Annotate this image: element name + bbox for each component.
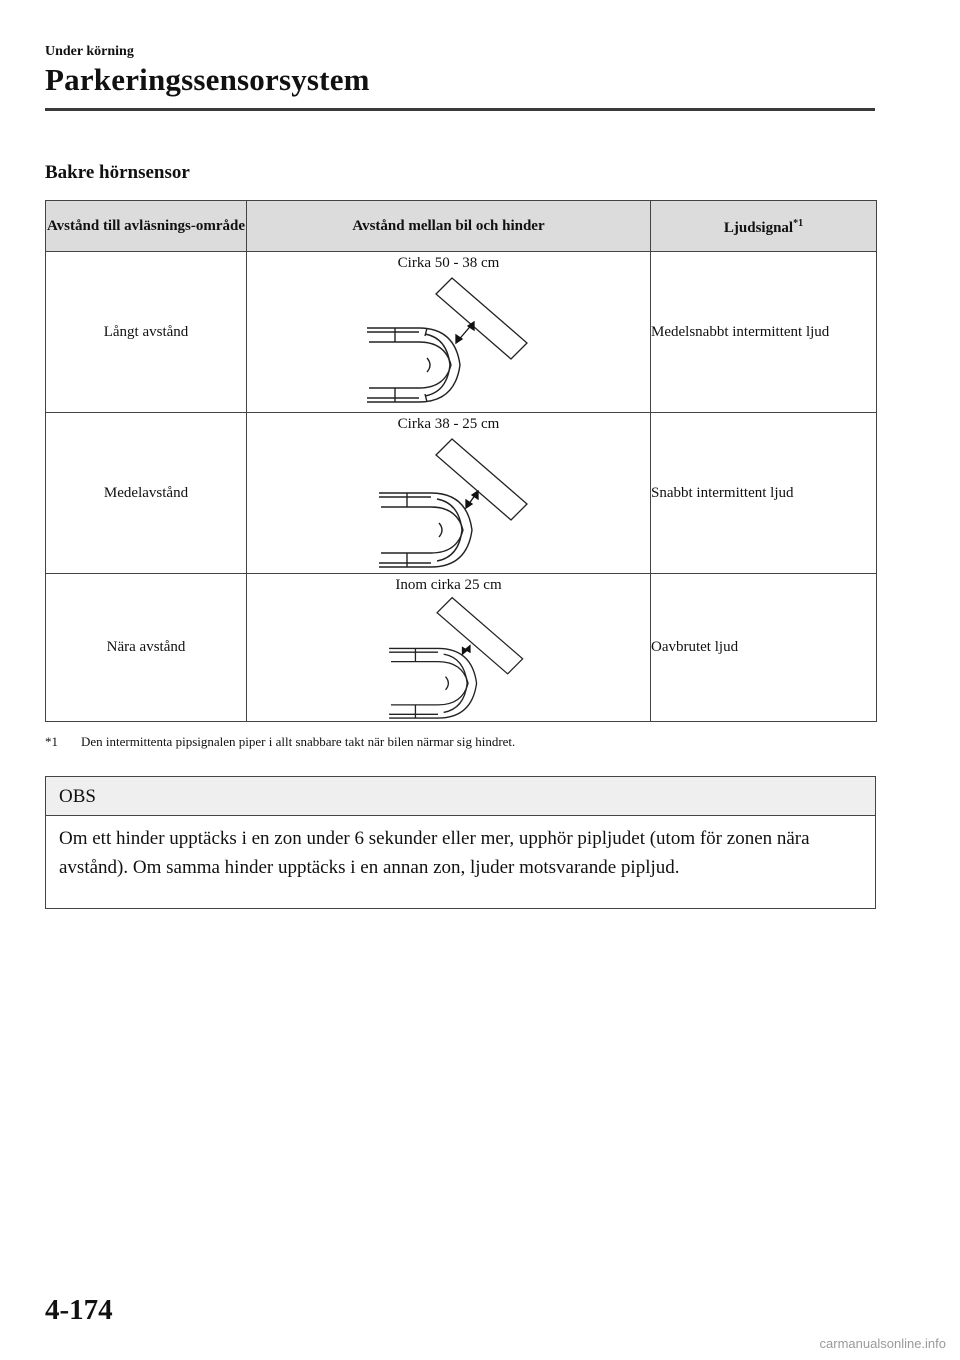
header-signal [651, 201, 877, 252]
distance-range: Cirka 50 - 38 cm [397, 255, 500, 271]
distance-cell [247, 252, 651, 413]
footnote-text: Den intermittenta pipsignalen piper i allt snabbare takt när bilen närmar sig hindret. [81, 734, 516, 749]
table-row [46, 252, 877, 413]
title-divider [45, 108, 875, 111]
car-obstacle-diagram [359, 433, 549, 568]
subheading: Bakre hörnsensor [45, 162, 190, 183]
header-distance: Avstånd mellan bil och hinder [247, 201, 651, 252]
distance-range: Cirka 38 - 25 cm [397, 416, 500, 432]
watermark-text: carmanualsonline.info [819, 1336, 946, 1351]
table-row [46, 574, 877, 722]
page-number: 4-174 [45, 1294, 113, 1326]
header-zone: Avstånd till avläsnings-område [46, 201, 247, 252]
signal-cell: Medelsnabbt intermittent ljud [651, 252, 877, 413]
zone-cell: Nära avstånd [46, 574, 247, 722]
distance-cell [247, 413, 651, 574]
car-obstacle-diagram [359, 272, 549, 407]
obs-text: Om ett hinder upptäcks i en zon under 6 sekunder eller mer, upphör pipljudet (utom för zonen nära avstånd). Om samma hinder upptäcks i en annan zon, ljuder motsvarande pipljud. [59, 828, 810, 878]
table-header-row [46, 201, 877, 252]
header-signal-label: Ljudsignal [723, 220, 794, 236]
page-title: Parkeringssensorsystem [45, 62, 370, 97]
signal-cell: Oavbrutet ljud [651, 574, 877, 722]
footnote [45, 734, 515, 750]
zone-cell: Långt avstånd [46, 252, 247, 413]
zone-cell: Medelavstånd [46, 413, 247, 574]
header-signal-footnote-mark: *1 [793, 218, 804, 229]
section-label: Under körning [45, 44, 134, 59]
distance-cell [247, 574, 651, 722]
obs-title: OBS [46, 777, 875, 816]
table-row [46, 413, 877, 574]
car-obstacle-diagram [359, 592, 549, 719]
sensor-distance-table [45, 200, 877, 722]
obs-note-box [45, 776, 876, 909]
signal-cell: Snabbt intermittent ljud [651, 413, 877, 574]
footnote-mark: *1 [45, 734, 58, 749]
distance-range: Inom cirka 25 cm [395, 577, 502, 593]
